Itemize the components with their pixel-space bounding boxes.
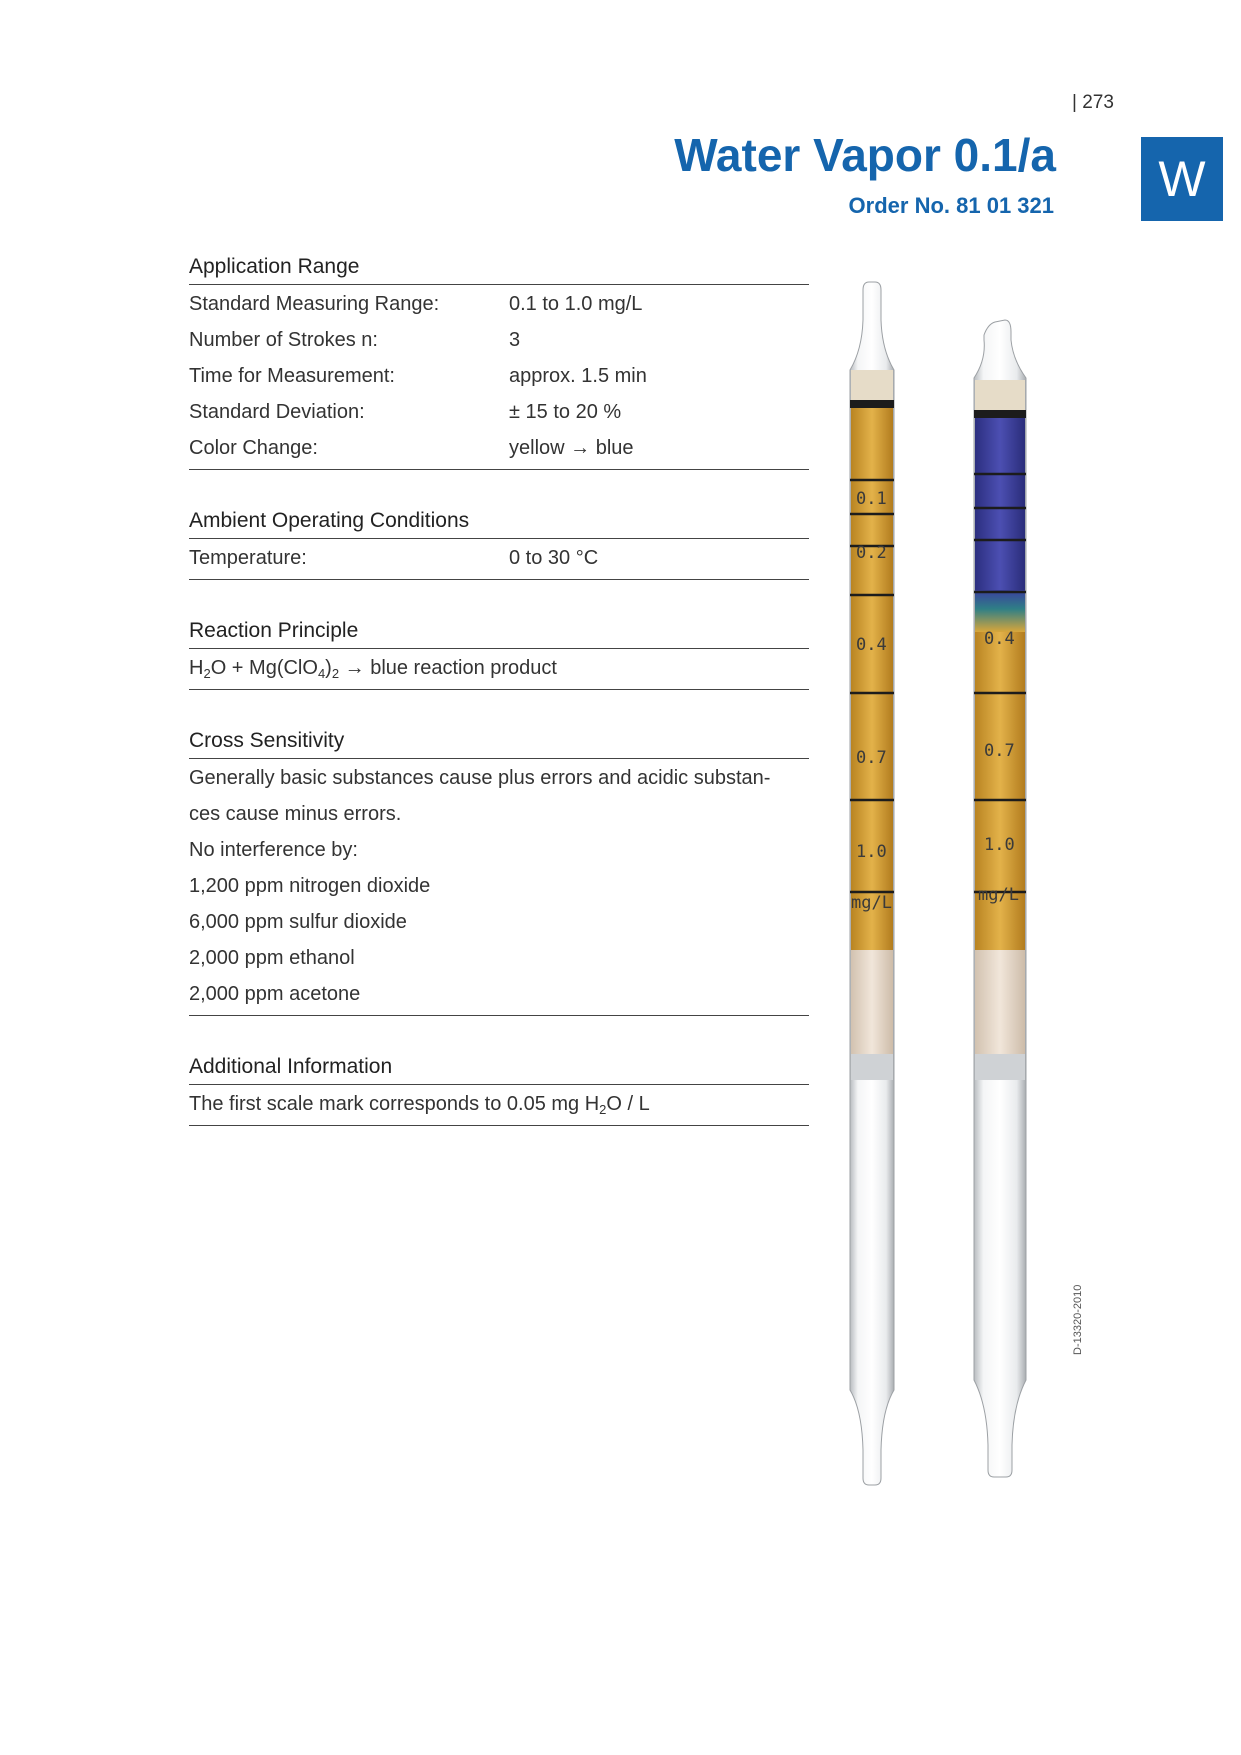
tube-cap-plug xyxy=(851,370,893,400)
text-line: 2,000 ppm acetone xyxy=(189,983,361,1005)
image-code: D-13320-2010 xyxy=(1072,1284,1084,1355)
spec-label: Color Change: xyxy=(189,437,318,459)
spec-label: Standard Measuring Range: xyxy=(189,293,440,315)
reaction-formula: $H_2O + Mg(ClO_4)_2$ → blue reaction product xyxy=(189,657,557,681)
tube-black-band xyxy=(974,410,1026,418)
application-range-section xyxy=(189,250,809,470)
spec-row xyxy=(189,394,809,430)
spec-value: 0 to 30 °C xyxy=(509,547,599,569)
page-title: Water Vapor 0.1/a xyxy=(674,129,1056,181)
tube-mesh-plug xyxy=(851,1054,893,1080)
spec-row xyxy=(189,358,809,394)
text-line: 1,200 ppm nitrogen dioxide xyxy=(189,875,431,897)
text-line: 2,000 ppm ethanol xyxy=(189,947,355,969)
ambient-conditions-section xyxy=(189,504,809,580)
spec-content xyxy=(189,250,809,1160)
spec-value: yellow → blue xyxy=(509,437,634,459)
spec-row xyxy=(189,322,809,358)
tube-prelayer xyxy=(851,950,893,1054)
scale-label-left: 1.0 xyxy=(856,842,887,862)
tube-cap-plug xyxy=(975,380,1025,410)
unit-label-left: mg/L xyxy=(851,893,892,913)
cross-sensitivity-section xyxy=(189,724,809,1016)
section-heading: Ambient Operating Conditions xyxy=(189,504,809,539)
spec-label: Temperature: xyxy=(189,547,307,569)
tube-mesh-plug xyxy=(975,1054,1025,1080)
scale-label-left: 0.1 xyxy=(856,489,887,509)
scale-label-left: 0.4 xyxy=(856,635,887,655)
section-heading: Additional Information xyxy=(189,1050,809,1085)
text-line: 6,000 ppm sulfur dioxide xyxy=(189,911,407,933)
tube-reagent-blue xyxy=(975,418,1025,590)
section-heading: Reaction Principle xyxy=(189,614,809,649)
scale-label-right: 0.4 xyxy=(984,629,1015,649)
order-number: Order No. 81 01 321 xyxy=(848,193,1054,218)
spec-row xyxy=(189,540,809,576)
spec-label: Standard Deviation: xyxy=(189,401,365,423)
page-number: | 273 xyxy=(1072,92,1114,113)
tube-black-band xyxy=(850,400,894,408)
tube-color-transition xyxy=(975,590,1025,632)
unit-label-right: mg/L xyxy=(978,885,1019,905)
section-heading: Cross Sensitivity xyxy=(189,724,809,759)
spec-label: Number of Strokes n: xyxy=(189,329,378,351)
scale-label-right: 1.0 xyxy=(984,835,1015,855)
unused-tube xyxy=(850,282,894,1485)
text-line: No interference by: xyxy=(189,839,358,861)
reaction-principle-section xyxy=(189,614,809,690)
scale-label-right: 0.7 xyxy=(984,741,1015,761)
additional-text: The first scale mark corresponds to 0.05 mg $H_2O$ / L xyxy=(189,1093,650,1117)
spec-value: approx. 1.5 min xyxy=(509,365,647,387)
section-tab: W xyxy=(1141,137,1223,221)
spec-value: ± 15 to 20 % xyxy=(509,401,622,423)
text-line: Generally basic substances cause plus errors and acidic substan- xyxy=(189,767,771,789)
section-heading: Application Range xyxy=(189,250,809,285)
spec-value: 0.1 to 1.0 mg/L xyxy=(509,293,643,315)
scale-label-left: 0.2 xyxy=(856,543,887,563)
scale-label-left: 0.7 xyxy=(856,748,887,768)
spec-row xyxy=(189,430,809,466)
tube-prelayer xyxy=(975,950,1025,1054)
text-line: ces cause minus errors. xyxy=(189,803,402,825)
additional-info-section xyxy=(189,1050,809,1126)
spec-row xyxy=(189,286,809,322)
spec-value: 3 xyxy=(509,329,521,351)
spec-label: Time for Measurement: xyxy=(189,365,395,387)
detector-tubes-illustration xyxy=(820,280,1080,1510)
